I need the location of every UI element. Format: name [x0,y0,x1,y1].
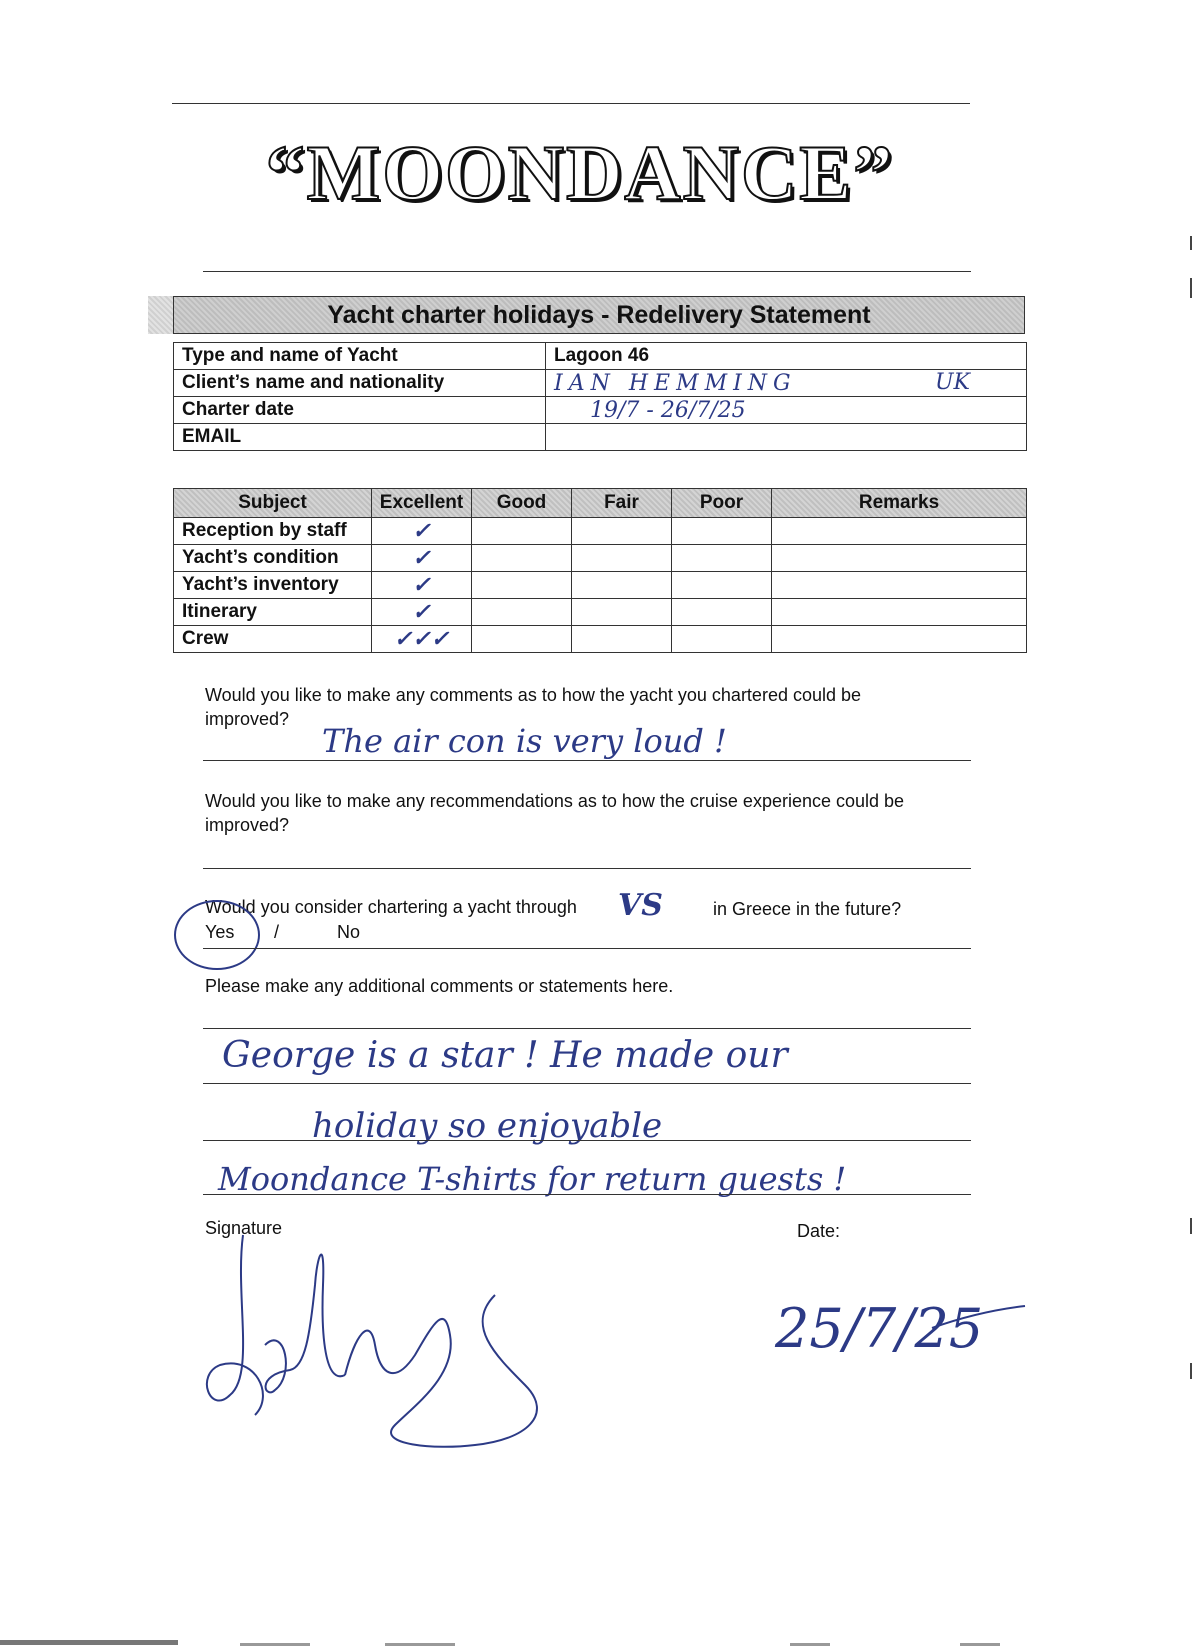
yacht-type-value: Lagoon 46 [546,343,1027,370]
subject-cell: Yacht’s condition [174,545,372,572]
answer-yacht-improvement: The air con is very loud ! [322,722,727,760]
scan-bottom-smudge [790,1643,830,1646]
excellent-checkmark: ✓ [372,572,472,599]
yacht-info-table [173,342,1027,451]
ratings-header-row [174,489,1027,518]
good-cell [472,545,572,572]
subject-cell: Reception by staff [174,518,372,545]
signature-label: Signature [205,1218,283,1238]
top-rule [172,103,970,104]
answer-charter-company: VS [618,888,663,923]
answer-line [203,1194,971,1195]
col-poor: Poor [672,489,772,518]
excellent-checkmark: ✓ [372,518,472,545]
client-name-value: IAN HEMMING [554,370,797,396]
info-label: Client’s name and nationality [174,370,546,397]
charter-date-value: 19/7 - 26/7/25 [590,397,746,423]
info-label: Type and name of Yacht [174,343,546,370]
excellent-checkmark: ✓ [372,545,472,572]
handwritten-signature [195,1225,575,1455]
answer-line [203,1140,971,1141]
question-text-after: in Greece in the future? [713,899,902,919]
additional-comment-line: Moondance T-shirts for return guests ! [218,1160,847,1198]
question-cruise-recommendations [205,789,904,837]
info-row [174,424,1027,451]
question-line: improved? [205,709,290,729]
ratings-table [173,488,1027,653]
client-name-cell [546,370,1027,397]
fair-cell [572,545,672,572]
subject-cell: Itinerary [174,599,372,626]
answer-line [203,948,971,949]
form-banner: Yacht charter holidays - Redelivery Statement [173,296,1025,334]
date-label: Date: [797,1221,841,1241]
remarks-cell [772,545,1027,572]
question-line: improved? [205,815,290,835]
scan-edge-mark [1190,1218,1192,1234]
table-row [174,545,1027,572]
scan-edge-mark [1190,278,1192,298]
email-value [546,424,1027,451]
good-cell [472,626,572,653]
scan-bottom-smudge [960,1643,1000,1646]
additional-comment-line: George is a star ! He made our [222,1035,788,1076]
yes-option: Yes [205,922,235,942]
poor-cell [672,599,772,626]
info-label: Charter date [174,397,546,424]
poor-cell [672,572,772,599]
table-row [174,626,1027,653]
client-nationality-value: UK [935,370,970,395]
remarks-cell [772,518,1027,545]
good-cell [472,572,572,599]
scan-edge-mark [1190,1363,1192,1379]
good-cell [472,599,572,626]
col-excellent: Excellent [372,489,472,518]
col-subject: Subject [174,489,372,518]
yes-circled-mark [174,900,260,970]
scan-bottom-smudge [0,1640,178,1645]
banner-shadow [148,296,174,334]
info-label: EMAIL [174,424,546,451]
question-line: Would you like to make any recommendations as to how the cruise experience could be [205,791,905,811]
col-remarks: Remarks [772,489,1027,518]
info-row [174,370,1027,397]
additional-comment-line: holiday so enjoyable [312,1106,663,1146]
excellent-checkmark: ✓ [372,599,472,626]
info-row [174,397,1027,424]
scan-bottom-smudge [385,1643,455,1646]
answer-line [203,1083,971,1084]
charter-date-cell [546,397,1027,424]
question-line: Would you like to make any comments as to how the yacht you chartered could be [205,685,862,705]
subject-cell: Crew [174,626,372,653]
good-cell [472,518,572,545]
question-text: Would you consider chartering a yacht through [205,897,577,917]
excellent-checkmark: ✓✓✓ [372,626,472,653]
fair-cell [572,572,672,599]
fair-cell [572,599,672,626]
fair-cell [572,518,672,545]
col-fair: Fair [572,489,672,518]
poor-cell [672,626,772,653]
date-underline [930,1300,1030,1340]
scan-bottom-smudge [240,1643,310,1646]
subject-cell: Yacht’s inventory [174,572,372,599]
col-good: Good [472,489,572,518]
poor-cell [672,545,772,572]
date-value: 25/7/25 [775,1297,984,1360]
answer-line [203,868,971,869]
poor-cell [672,518,772,545]
question-future-charter [205,895,577,919]
scan-edge-mark [1190,236,1192,250]
option-separator: / [274,922,280,942]
info-row [174,343,1027,370]
answer-line [203,760,971,761]
no-option: No [337,922,361,942]
fair-cell [572,626,672,653]
answer-line [203,1028,971,1029]
title-rule [203,271,971,272]
table-row [174,572,1027,599]
additional-comments-prompt: Please make any additional comments or statements here. [205,976,674,996]
table-row [174,599,1027,626]
remarks-cell [772,626,1027,653]
table-row [174,518,1027,545]
remarks-cell [772,572,1027,599]
document-title: “MOONDANCE” [265,129,895,216]
remarks-cell [772,599,1027,626]
